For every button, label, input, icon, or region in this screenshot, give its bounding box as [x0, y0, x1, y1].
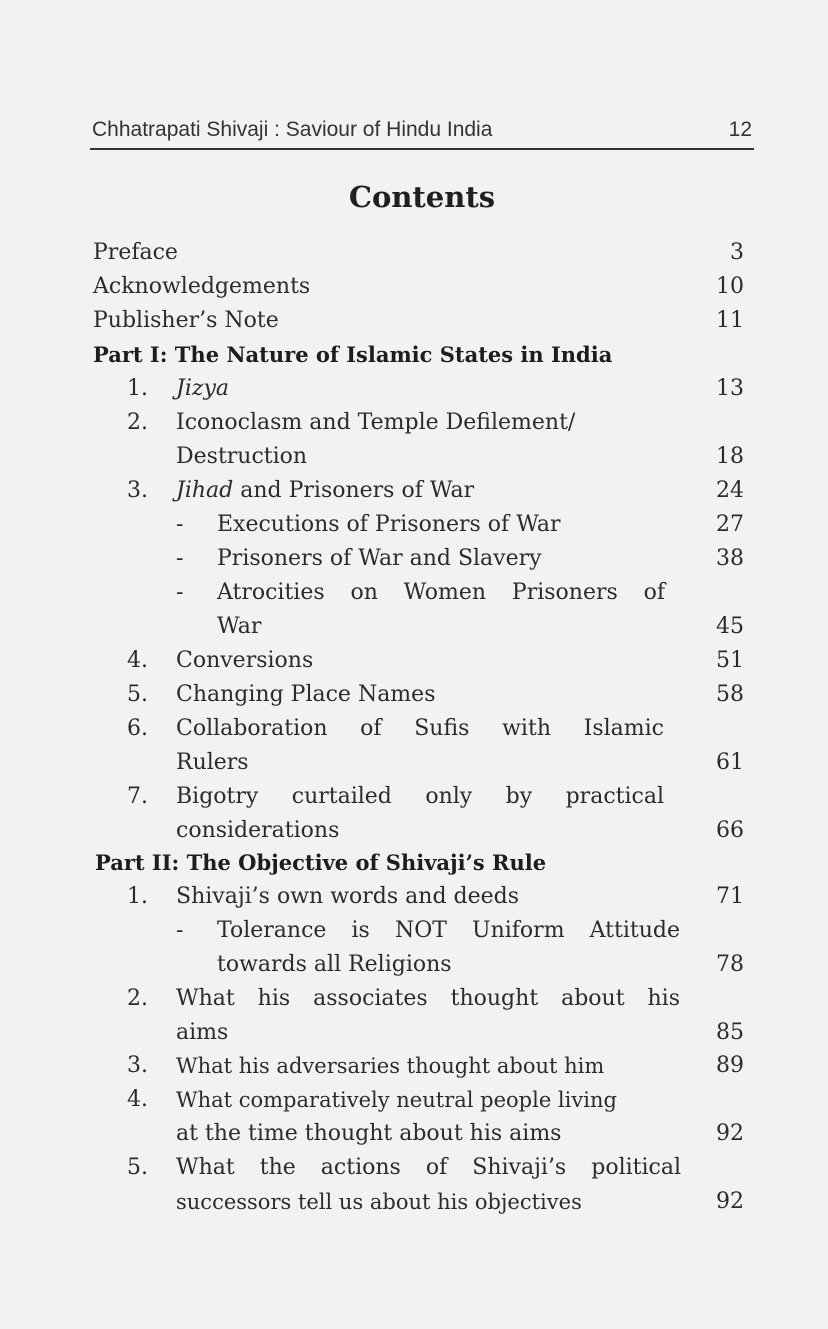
toc-entry-successors-cont: [0, 1185, 828, 1219]
toc-subentry-slavery: - Prisoners of War and Slavery 38: [0, 542, 828, 576]
toc-entry-label: War: [217, 614, 262, 639]
toc-subentry-tolerance: - Tolerance is NOT Uniform Attitude: [0, 914, 828, 948]
page-title: Contents: [348, 180, 496, 214]
toc-entry-number: 7.: [127, 784, 148, 809]
toc-entry-label: Executions of Prisoners of War: [217, 512, 561, 537]
toc-entry-publishers-note: [0, 304, 828, 338]
running-header: [90, 116, 754, 150]
toc-entry-label: Jihad and Prisoners of War: [176, 478, 475, 503]
toc-entry-jizya: [0, 372, 828, 406]
toc-entry-page: 18: [716, 444, 744, 469]
toc-entry-page: 85: [716, 1020, 744, 1045]
toc-entry-number: 3.: [127, 478, 148, 503]
toc-entry-iconoclasm: [0, 406, 828, 440]
toc-entry-label: Preface: [93, 240, 178, 265]
toc-entry-label: Iconoclasm and Temple Defilement/: [176, 410, 576, 435]
toc-entry-jihad: [0, 474, 828, 508]
toc-entry-own-words: [0, 880, 828, 914]
toc-entry-label: Collaboration of Sufis with Islamic: [176, 716, 664, 741]
toc-entry-page: 92: [716, 1121, 744, 1146]
toc-entry-page: 51: [716, 648, 744, 673]
toc-entry-label: aims: [176, 1020, 229, 1045]
part-heading: Part II: The Objective of Shivaji’s Rule: [95, 850, 547, 875]
toc-entry-page: 24: [716, 478, 744, 503]
toc-entry-successors: [0, 1151, 828, 1185]
toc-entry-number: 3.: [127, 1053, 148, 1078]
toc-entry-label: at the time thought about his aims: [176, 1121, 562, 1146]
toc-entry-page: 3: [730, 240, 744, 265]
toc-entry-label: Acknowledgements: [93, 274, 311, 299]
toc-entry-preface: [0, 236, 828, 270]
toc-entry-label: Tolerance is NOT Uniform Attitude: [217, 918, 680, 943]
toc-entry-number: 6.: [127, 716, 148, 741]
toc-entry-page: 71: [716, 884, 744, 909]
toc-entry-number: 1.: [127, 376, 148, 401]
toc-entry-label: What his associates thought about his: [176, 986, 680, 1011]
toc-entry-page: 89: [716, 1053, 744, 1078]
toc-entry-bigotry-cont: [0, 814, 828, 848]
toc-entry-iconoclasm-cont: [0, 440, 828, 474]
toc-entry-number: 2.: [127, 410, 148, 435]
toc-entry-neutral-cont: [0, 1117, 828, 1151]
toc-entry-label: Changing Place Names: [176, 682, 436, 707]
toc-entry-page: 10: [716, 274, 744, 299]
toc-entry-label: Destruction: [176, 444, 308, 469]
toc-entry-label: Prisoners of War and Slavery: [217, 546, 542, 571]
toc-entry-number: 2.: [127, 986, 148, 1011]
running-header-title: Chhatrapati Shivaji : Saviour of Hindu India: [92, 118, 493, 141]
toc-entry-label: Atrocities on Women Prisoners of: [217, 580, 665, 605]
toc-entry-number: 4.: [127, 1087, 148, 1112]
toc-entry-number: 4.: [127, 648, 148, 673]
page-number: 12: [728, 118, 752, 141]
toc-entry-acknowledgements: [0, 270, 828, 304]
toc-entry-label: What comparatively neutral people living: [176, 1088, 617, 1112]
toc-entry-page: 11: [716, 308, 744, 333]
toc-entry-label: Conversions: [176, 648, 314, 673]
toc-entry-conversions: [0, 644, 828, 678]
toc-entry-place-names: [0, 678, 828, 712]
toc-entry-label: Shivaji’s own words and deeds: [176, 884, 520, 909]
toc-entry-associates-cont: [0, 1016, 828, 1050]
toc-entry-number: 5.: [127, 1155, 148, 1180]
toc-entry-label: Publisher’s Note: [93, 308, 279, 333]
toc-entry-sufis: [0, 712, 828, 746]
toc-subentry-atrocities-cont: [0, 610, 828, 644]
toc-subentry-executions: - Executions of Prisoners of War 27: [0, 508, 828, 542]
toc-entry-label: considerations: [176, 818, 340, 843]
toc-entry-label: Jizya: [176, 376, 229, 401]
toc-entry-label: successors tell us about his objectives: [176, 1190, 582, 1214]
toc-subentry-tolerance-cont: [0, 948, 828, 982]
toc-entry-neutral: [0, 1083, 828, 1117]
toc-entry-page: 38: [716, 546, 744, 571]
toc-entry-sufis-cont: [0, 746, 828, 780]
toc-entry-label: Rulers: [176, 750, 249, 775]
toc-entry-bigotry: [0, 780, 828, 814]
toc-subentry-atrocities: - Atrocities on Women Prisoners of: [0, 576, 828, 610]
toc-entry-page: 66: [716, 818, 744, 843]
toc-entry-number: 5.: [127, 682, 148, 707]
toc-entry-page: 27: [716, 512, 744, 537]
toc-entry-number: 1.: [127, 884, 148, 909]
toc-entry-label: Bigotry curtailed only by practical: [176, 784, 664, 809]
toc-entry-label: towards all Religions: [217, 952, 452, 977]
toc-entry-page: 61: [716, 750, 744, 775]
toc-entry-page: 45: [716, 614, 744, 639]
toc-entry-page: 58: [716, 682, 744, 707]
toc-entry-label: What the actions of Shivaji’s political: [176, 1155, 681, 1180]
toc-entry-page: 13: [716, 376, 744, 401]
toc-entry-adversaries: [0, 1049, 828, 1083]
part-heading: Part I: The Nature of Islamic States in India: [93, 342, 613, 367]
toc-entry-page: 92: [716, 1189, 744, 1214]
toc-entry-page: 78: [716, 952, 744, 977]
toc-entry-associates: [0, 982, 828, 1016]
toc-entry-label: What his adversaries thought about him: [176, 1054, 605, 1078]
